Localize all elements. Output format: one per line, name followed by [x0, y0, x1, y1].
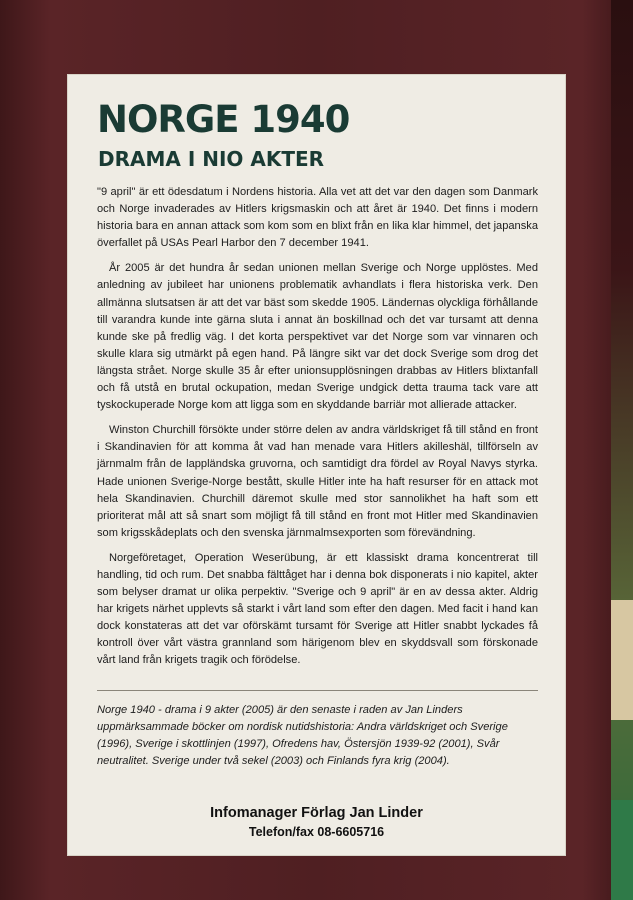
- cover-edge-green-patch: [611, 800, 633, 900]
- book-title: NORGE 1940: [97, 98, 350, 141]
- blurb-paragraph: Winston Churchill försökte under större delen av andra världskriget få till stånd en front i Skandinavien för att komma åt vad han menade vara Hitlers akilleshäl, tillförseln av järnmalm från de lappländska gruvorna, och samtidigt dra fördel av Royal Navys styrka. Hade unionen Sverige-Norge bestått, skulle Hitler inte ha haft resurser för en attack mot hela Skandinavien. Churchill däremot skulle med stor sannolikhet ha haft som ett prioriterat mål att så snart som möjligt få till stånd en front mot Hitler med Skandinavien som krigsskådeplats och den svenska järnmalmsexporten som förevändning.: [97, 424, 538, 539]
- author-note: Norge 1940 - drama i 9 akter (2005) är den senaste i raden av Jan Linders uppmärksammade böcker om nordisk nutidshistoria: Andra världskriget och Sverige (1996), Sverige i skottlinjen (1997), Ofredens hav, Östersjön 1939-92 (2001), Svår neutralitet. Sverige under två sekel (2003) och Finlands fyra krig (2004).: [97, 704, 508, 768]
- publisher-name: Infomanager Förlag Jan Linder: [210, 805, 423, 821]
- cover-edge-strip: [611, 0, 633, 900]
- blurb-paragraph: År 2005 är det hundra år sedan unionen mellan Sverige och Norge upplöstes. Med anledning av jubileet har unionens problematik avhandlats i flera historiska verk. Den allmänna slutsatsen är att det var bäst som skedde 1905. Ländernas olyckliga förhållande till varandra kunde inte gärna sluta i annat än boskillnad och det var tursamt att denna kunde ske på fredlig väg. I det korta perspektivet var det Norge som var vinnaren och skulle klara sig utmärkt på egen hand. På längre sikt var det dock Sverige som drog det längsta strået. Norge skulle 35 år efter unionsupplösningen drabbas av Hitlers blixtanfall och få utstå en brutal ockupation, medan Sverige undgick detta trauma tack vare att tyskockuperade Norge kom att ligga som en skyddande barriär mot allierade attacker.: [97, 262, 538, 412]
- book-subtitle: DRAMA I NIO AKTER: [98, 147, 325, 171]
- section-divider: [97, 690, 538, 691]
- publisher-phone: Telefon/fax 08-6605716: [248, 825, 385, 839]
- blurb-text: [97, 184, 538, 678]
- blurb-paragraph: "9 april" är ett ödesdatum i Nordens historia. Alla vet att det var den dagen som Danmark och Norge invaderades av Hitlers krigsmaskin och att året är 1940. Det finns i modern historia bara en annan attack som kom som en blixt från en lika klar himmel, det japanska överfallet på USAs Pearl Harbor den 7 december 1941.: [97, 186, 538, 250]
- back-cover-text-panel: [67, 74, 566, 856]
- cover-edge-map-patch: [611, 600, 633, 720]
- blurb-paragraph: Norgeföretaget, Operation Weserübung, är ett klassiskt drama koncentrerat till handling, tid och rum. Det snabba fälttåget har i denna bok disponerats i nio kapitel, akter som belyser dramat ur olika perpektiv. "Sverige och 9 april" är en av dessa akter. Aldrig har krigets närhet upplevts så starkt i vårt land som efter den dagen. Med facit i hand kan dock konstateras att det var oförskämt tursamt för Sverige att Hitler snabbt lyckades få kontroll över vårt västra grannland som härigenom blev en skyddsvall som förskonade vårt land från krigets tragik och förödelse.: [97, 551, 538, 667]
